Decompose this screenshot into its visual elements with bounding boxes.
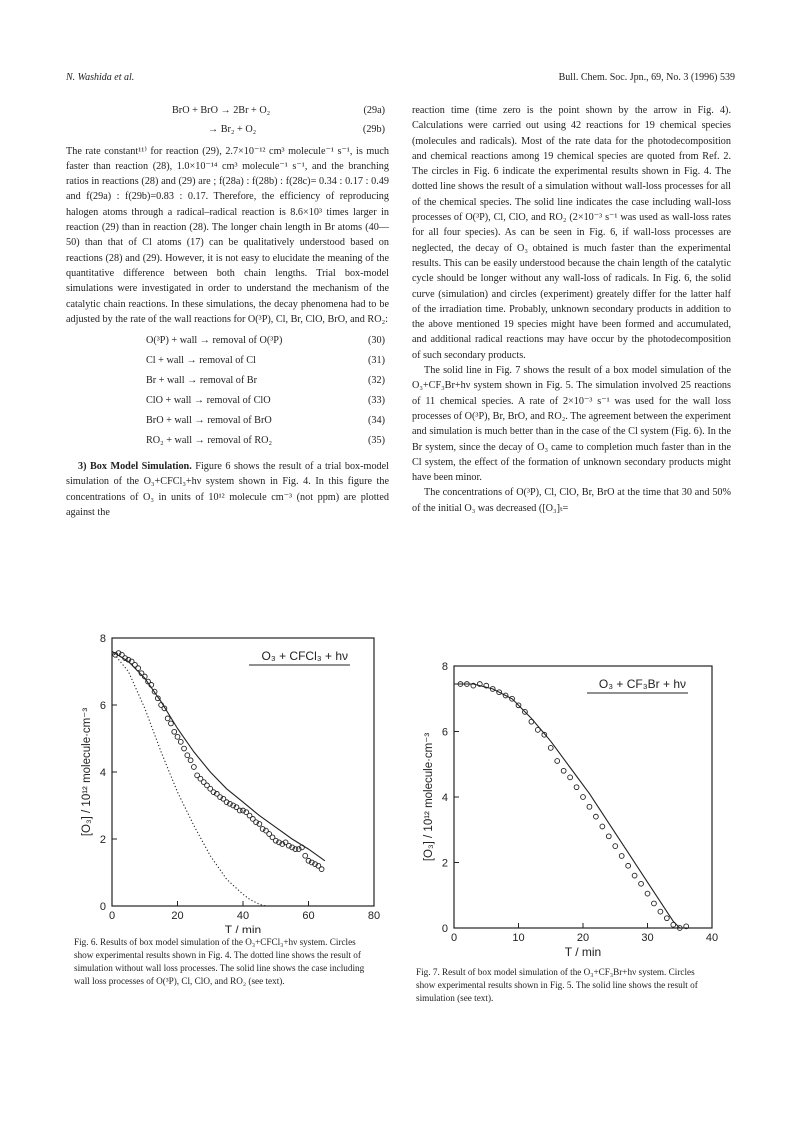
plot-frame — [454, 666, 712, 928]
y-tick-label: 0 — [441, 923, 448, 935]
data-point — [606, 834, 611, 839]
equation-29b: → Br₂ + O₂ (29b) — [208, 124, 385, 136]
data-point — [639, 881, 644, 886]
data-point — [182, 746, 187, 751]
data-point — [658, 909, 663, 914]
data-point — [587, 804, 592, 809]
y-tick-label: 2 — [441, 857, 448, 870]
data-point — [172, 729, 177, 734]
data-point — [191, 765, 196, 770]
paragraph: 3) Box Model Simulation. Figure 6 shows the result of a trial box-model simulation of the O₃+CFCl₃+hν system shown in Fig. 4. In this figure the concentrations of O₃ in units of 10¹² molecule cm⁻³ (not ppm) are plotted against the — [66, 461, 390, 519]
figure-6 — [70, 628, 390, 933]
y-tick-label: 0 — [99, 901, 106, 913]
section-title: 3) Box Model Simulation. — [78, 461, 192, 473]
data-point — [581, 795, 586, 800]
equation-29a: BrO + BrO → 2Br + O₂ (29a) — [172, 105, 385, 116]
wall-equations — [66, 333, 389, 453]
figure-7 — [412, 658, 732, 963]
equation-wall-1: Cl + wall → removal of Cl (31) — [146, 355, 385, 367]
y-tick-label: 8 — [441, 661, 448, 673]
paragraph: reaction time (time zero is the point shown by the arrow in Fig. 4). Calculations were carried out using 42 reactions for 19 chemical species (molecules and radicals). Most of the rate data for the photodecomposition and chemical reactions among 19 chemical species are quoted from Ref. 2. The circles in Fig. 6 indicate the experimental results shown in Fig. 4. The dotted line shows the result of a simulation without wall-loss processes for all of the chemical species. The solid line indicates the case including wall-loss processes of O(³P), Cl, ClO, and RO₂ (2×10⁻³ s⁻¹ was used as wall-loss rates for all four species). As can be seen in Fig. 6, if wall-loss processes are neglected, the decay of O₃ obtained is much faster than the experimental results. This can be easily understood because the chain length of the catalytic cycle should be longer without any wall-loss of radicals. In Fig. 6, the solid curve (simulation) and circles (experiment) greately differ for the latter half of the irradiation time. Probably, unknown secondary products in addition to the above mentioned 19 species might have been formed and accumulated, and additional radical reactions may have occur by the photodecomposition of such secondary products. — [412, 105, 731, 361]
data-point — [568, 775, 573, 780]
data-point — [619, 854, 624, 859]
plot-annotation: O₃ + CFCl₃ + hν — [261, 649, 348, 663]
data-point — [594, 814, 599, 819]
y-tick-label: 2 — [99, 834, 106, 846]
y-tick-label: 4 — [441, 792, 448, 804]
equation-wall-5: RO₂ + wall → removal of RO₂ (35) — [146, 435, 385, 447]
figure-7-chart — [412, 658, 732, 963]
data-point — [555, 759, 560, 764]
x-tick-label: 60 — [302, 910, 315, 922]
data-point — [632, 873, 637, 878]
data-point — [303, 853, 308, 858]
figure-6-chart — [70, 628, 390, 933]
plot-annotation: O₃ + CF₃Br + hν — [598, 677, 686, 691]
x-tick-label: 20 — [576, 932, 590, 944]
data-point — [561, 768, 566, 773]
data-point — [175, 734, 180, 739]
x-tick-label: 10 — [512, 932, 525, 944]
equation-wall-3: ClO + wall → removal of ClO (33) — [146, 395, 385, 407]
y-tick-label: 4 — [99, 767, 106, 779]
x-tick-label: 0 — [108, 910, 116, 922]
y-tick-label: 8 — [99, 633, 106, 645]
equation-wall-2: Br + wall → removal of Br (32) — [146, 375, 385, 387]
figure-7-caption: Fig. 7. Result of box model simulation of the O₃+CF₃Br+hν system. Circles show experimental results shown in Fig. 5. The solid line shows the result of simulation (see text). — [416, 967, 698, 1003]
plot-frame — [112, 638, 374, 906]
left-column — [66, 103, 389, 520]
paragraph: The solid line in Fig. 7 shows the result of a box model simulation of the O₃+CF₃Br+hν system shown in Fig. 5. The simulation involved 25 reactions of 11 chemical species. A rate of 2×10⁻³ s⁻¹ was used for the wall loss processes of O(³P), Br, BrO, and RO₂. The agreement between the experiment and simulation is much better than in the case of the Cl system (Fig. 6). In the Br system, since the decay of O₃ came to completion much faster than in the Cl system, the effect of the formation of unknown secondary products might have been minor. — [412, 365, 731, 484]
paragraph: The concentrations of O(³P), Cl, ClO, Br, BrO at the time that 30 and 50% of the initial O₃ was decreased ([O₃]ₜ= — [412, 487, 731, 514]
equation-wall-4: BrO + wall → removal of BrO (34) — [146, 415, 385, 427]
simulation-line-dotted — [112, 651, 266, 906]
x-tick-label: 40 — [236, 910, 250, 922]
data-point — [600, 824, 605, 829]
data-point — [188, 758, 193, 763]
x-axis-label: T / min — [564, 945, 602, 959]
data-point — [645, 891, 650, 896]
x-tick-label: 30 — [641, 932, 654, 944]
data-point — [165, 716, 170, 721]
equation-wall-0: O(³P) + wall → removal of O(³P) (30) — [146, 335, 385, 347]
running-header-authors: N. Washida et al. — [66, 72, 135, 83]
y-axis-label: [O₃] / 10¹² molecule·cm⁻³ — [81, 707, 93, 837]
paragraph: The rate constant¹¹⁾ for reaction (29), 2.7×10⁻¹² cm³ molecule⁻¹ s⁻¹, is much faster than reaction (28), 1.0×10⁻¹⁴ cm³ molecule⁻¹ s⁻¹, and the branching ratios in reactions (28) and (29) are ; f(28a) : f(28b) : f(28c)= 0.34 : 0.17 : 0.49 and f(29a) : f(29b)=0.83 : 0.17. Therefore, the efficiency of reproducing halogen atoms through a radical–radical reaction is 8.6×10³ times larger in reaction (29) than in reaction (28). The longer chain length in Br atoms (40—50) than that of Cl atoms (17) can be qualitatively understood based on reactions (28) and (29). However, it is not easy to elucidate the meaning of the quantitative difference between both chain lengths. Trial box-model simulations were investigated in order to understand the mechanism of the catalytic chain reactions. In these simulations, the decay phenomena had to be adjusted by the rate of the wall reactions for O(³P), Cl, Br, ClO, BrO, and RO₂: — [66, 145, 389, 325]
running-header-journal: Bull. Chem. Soc. Jpn., 69, No. 3 (1996) 539 — [558, 72, 735, 83]
data-point — [548, 745, 553, 750]
y-axis-label: [O₃] / 10¹² molecule·cm⁻³ — [423, 732, 435, 862]
right-column — [412, 103, 731, 516]
simulation-line-solid — [112, 651, 325, 860]
data-point — [319, 867, 324, 872]
data-point — [178, 739, 183, 744]
y-tick-label: 6 — [441, 726, 448, 739]
figure-6-caption: Fig. 6. Results of box model simulation of the O₃+CFCl₃+hν system. Circles show experimental results shown in Fig. 4. The dotted line shows the result of simulation without wall loss processes. The solid line shows the case including wall loss processes of O(³P), Cl, ClO, and RO₂ (see text). — [74, 937, 365, 986]
x-tick-label: 20 — [171, 910, 184, 922]
data-point — [169, 721, 174, 726]
x-axis-label: T / min — [224, 923, 262, 933]
data-point — [574, 785, 579, 790]
data-point — [652, 901, 657, 906]
x-tick-label: 40 — [705, 932, 719, 944]
data-point — [664, 916, 669, 921]
data-point — [613, 844, 618, 849]
data-point — [626, 863, 631, 868]
y-tick-label: 6 — [99, 700, 106, 712]
x-tick-label: 0 — [450, 932, 458, 944]
data-point — [185, 753, 190, 758]
x-tick-label: 80 — [367, 910, 381, 922]
